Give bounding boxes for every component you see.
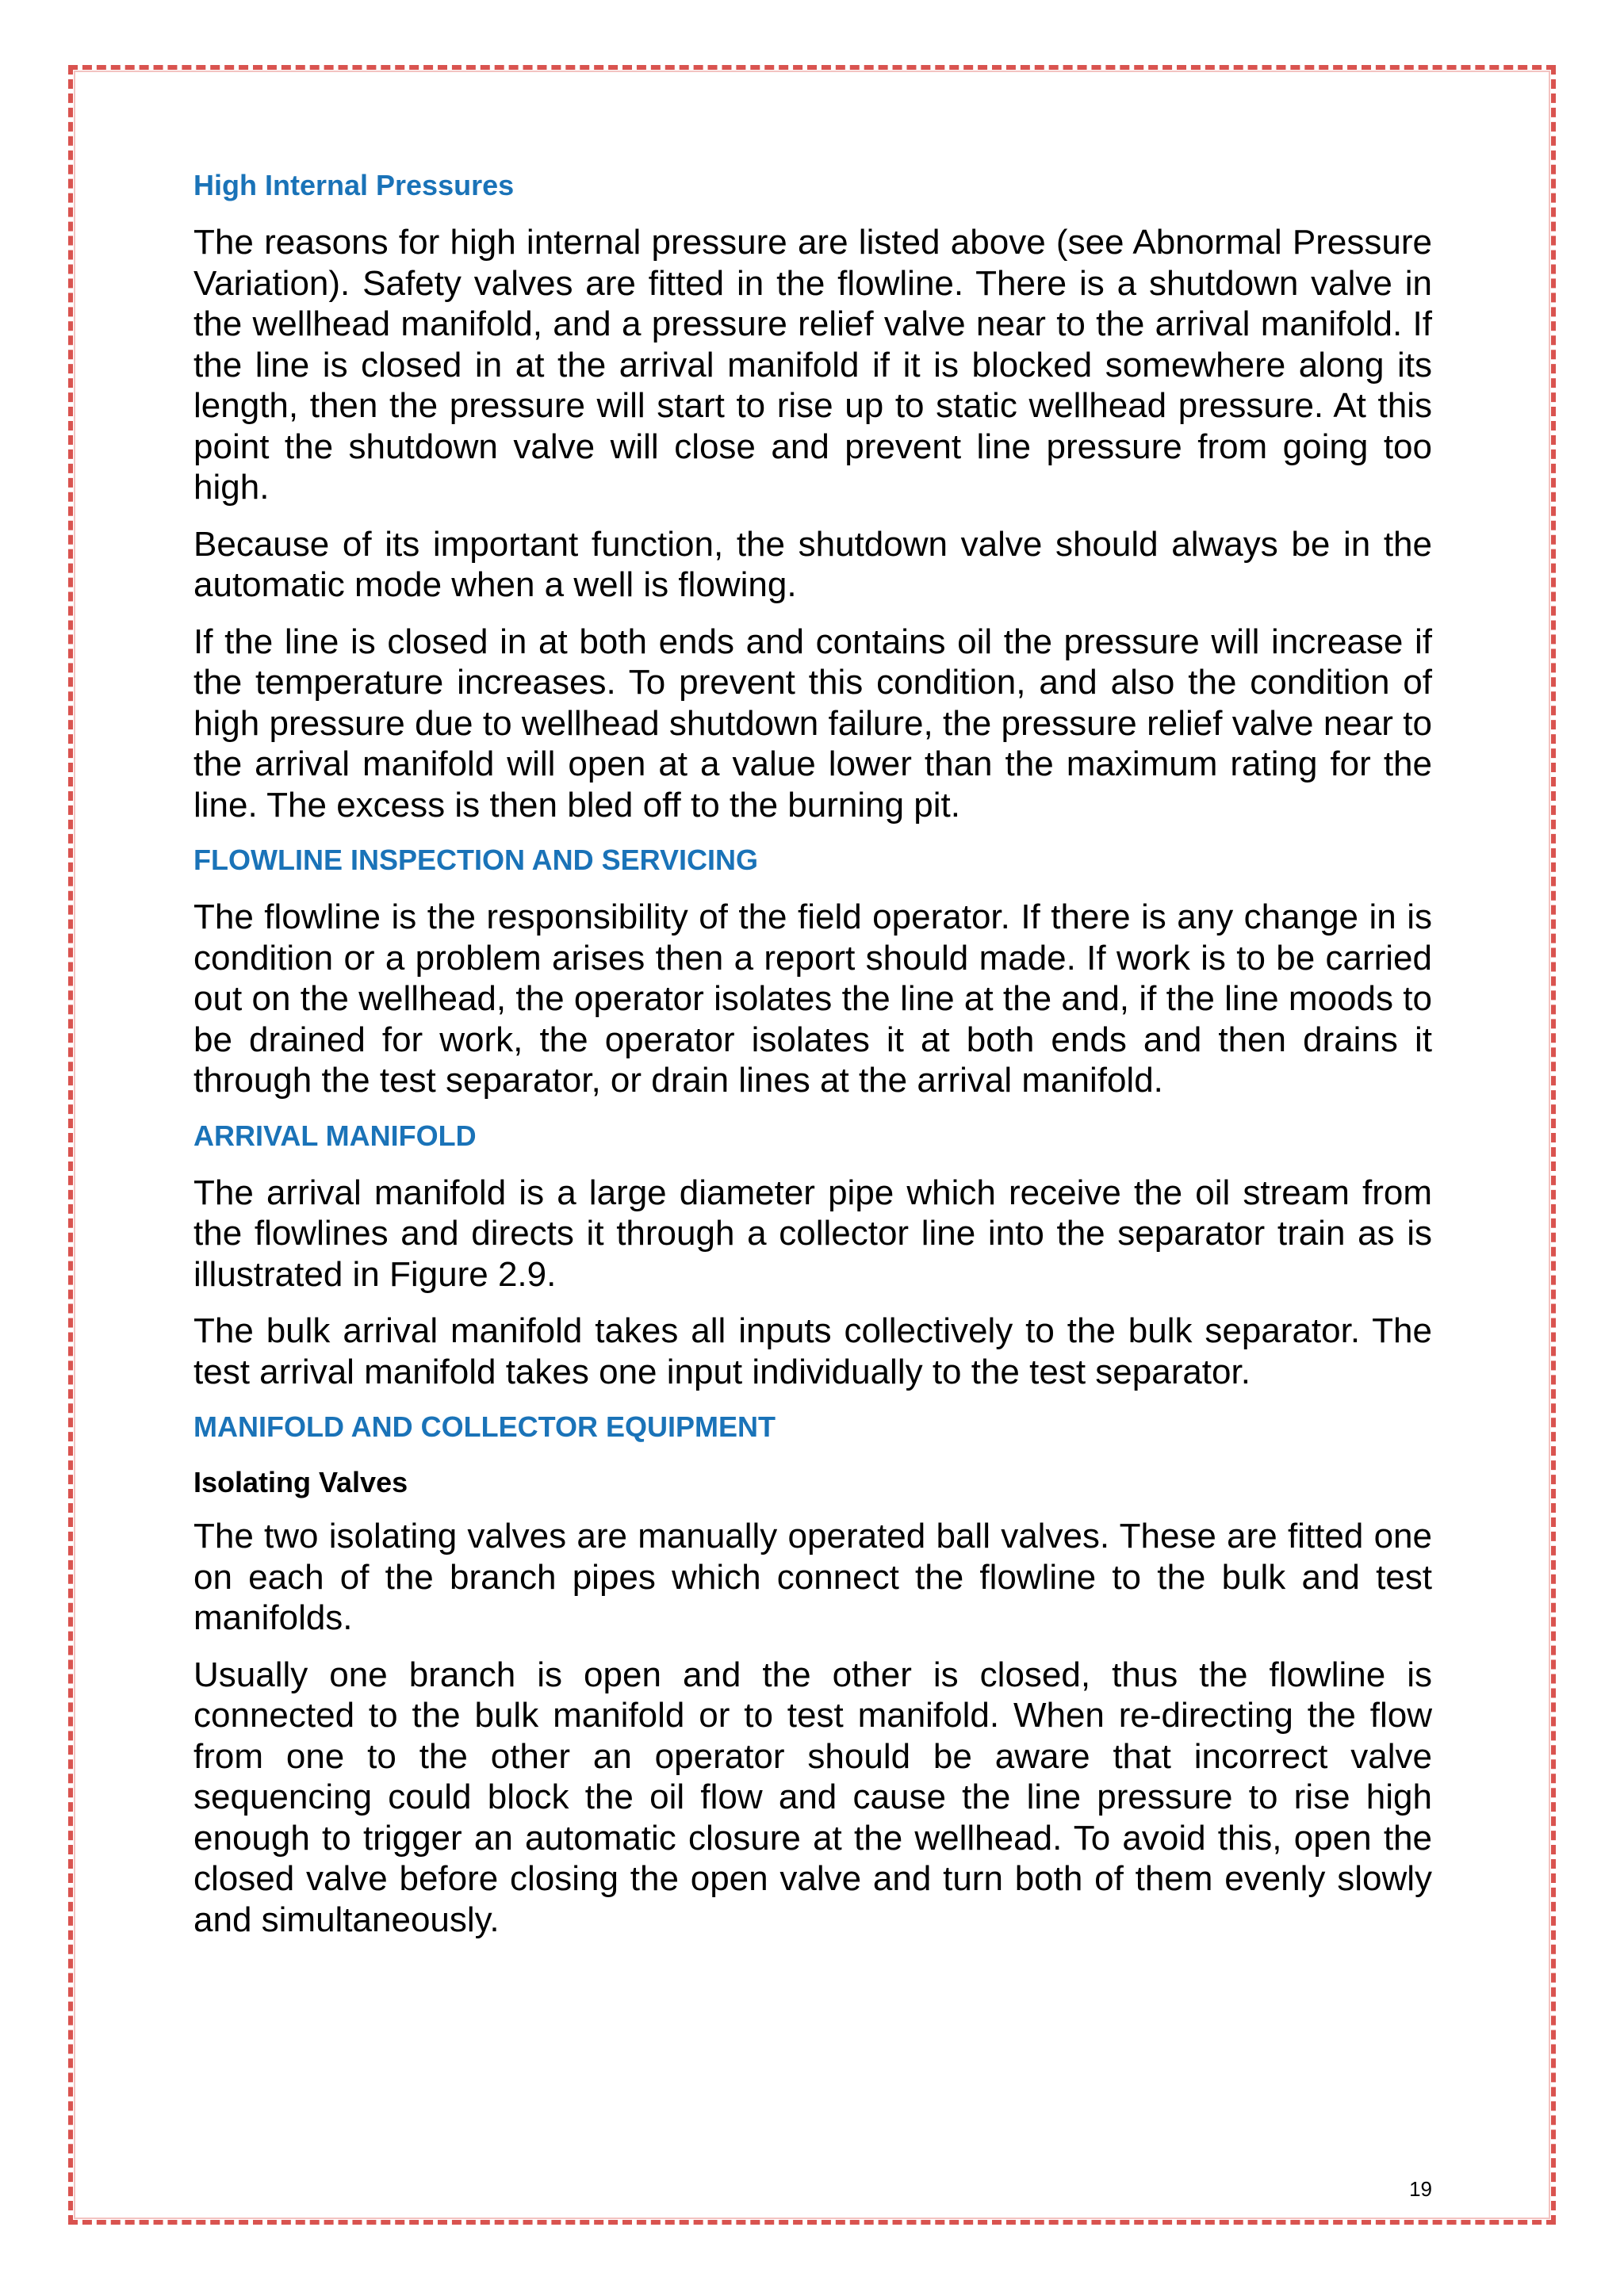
subheading-isolating-valves: Isolating Valves [193,1466,408,1498]
paragraph: The two isolating valves are manually operated ball valves. These are fitted one on each of the branch pipes which connect the flowline to the bulk and test manifolds. [193,1517,1432,1637]
paragraph: Usually one branch is open and the other is closed, thus the flowline is connected to the bulk manifold or to test manifold. When re-directing the flow from one to the other an operator should be aware that incorrect valve sequencing could block the oil flow and cause the line pressure to rise high enough to trigger an automatic closure at the wellhead. To avoid this, open the closed valve before closing the open valve and turn both of them evenly slowly and simultaneously. [193,1655,1432,1939]
paragraph: The bulk arrival manifold takes all inputs collectively to the bulk separator. The test arrival manifold takes one input individually to the test separator. [193,1311,1432,1391]
heading-flowline-inspection: FLOWLINE INSPECTION AND SERVICING [193,844,759,876]
paragraph: If the line is closed in at both ends and contains oil the pressure will increase if the temperature increases. To prevent this condition, and also the condition of high pressure due to wellhead shutdown failure, the pressure relief valve near to the arrival manifold will open at a value lower than the maximum rating for the line. The excess is then bled off to the burning pit. [193,622,1432,825]
paragraph: The flowline is the responsibility of the field operator. If there is any change in is condition or a problem arises then a report should made. If work is to be carried out on the wellhead, the operator isolates the line at the and, if the line moods to be drained for work, the operator isolates it at both ends and then drains it through the test separator, or drain lines at the arrival manifold. [193,897,1432,1100]
page-content [193,166,1432,1956]
page-number: 19 [1409,2177,1432,2201]
paragraph: Because of its important function, the shutdown valve should always be in the automatic mode when a well is flowing. [193,524,1432,604]
paragraph: The arrival manifold is a large diameter pipe which receive the oil stream from the flowlines and directs it through a collector line into the separator train as is illustrated in Figure 2.9. [193,1173,1432,1294]
heading-manifold-collector-equipment: MANIFOLD AND COLLECTOR EQUIPMENT [193,1410,776,1443]
heading-arrival-manifold: ARRIVAL MANIFOLD [193,1119,477,1152]
paragraph: The reasons for high internal pressure are listed above (see Abnormal Pressure Variation). Safety valves are fitted in the flowline. There is a shutdown valve in the wellhead manifold, and a pressure relief valve near to the arrival manifold. If the line is closed in at the arrival manifold if it is blocked somewhere along its length, then the pressure will start to rise up to static wellhead pressure. At this point the shutdown valve will close and prevent line pressure from going too high. [193,223,1432,507]
heading-high-internal-pressures: High Internal Pressures [193,169,515,201]
